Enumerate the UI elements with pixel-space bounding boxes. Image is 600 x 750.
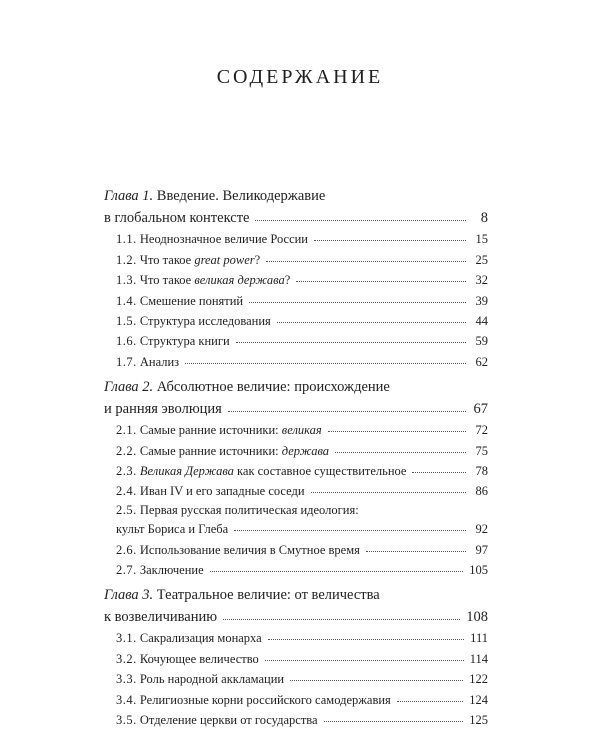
section-title: Сакрализация монарха (139, 631, 262, 646)
section-title: Самые ранние источники: (139, 443, 282, 458)
leader-dots (249, 301, 466, 303)
section-entry (116, 687, 488, 707)
page-number: 125 (469, 713, 488, 728)
chapter-2-sections (116, 418, 488, 578)
page-number: 67 (473, 400, 488, 417)
section-title: Роль народной аккламации (139, 672, 285, 687)
page-number: 25 (475, 252, 488, 267)
chapter-2 (104, 377, 488, 418)
chapter-3-sections (116, 626, 488, 728)
section-title: Что такое (139, 273, 195, 288)
section-number: 1.4. (116, 293, 137, 308)
section-entry (116, 499, 488, 537)
section-title-italic: Великая Держава (139, 463, 234, 478)
chapter-title: Абсолютное величие: происхождение (156, 378, 390, 395)
chapter-heading (104, 186, 488, 206)
page-title: СОДЕРЖАНИЕ (216, 66, 384, 88)
section-title: Анализ (139, 354, 180, 369)
leader-dots (234, 529, 466, 531)
section-title: Смешение понятий (139, 293, 244, 308)
page-number: 75 (475, 443, 488, 458)
section-title: Структура книги (139, 334, 230, 349)
section-entry (116, 349, 488, 369)
section-title: Что такое (139, 252, 195, 267)
section-entry (116, 708, 488, 728)
section-entry (116, 626, 488, 646)
section-title: Отделение церкви от государства (139, 713, 318, 728)
leader-dots (255, 219, 466, 221)
page-number: 32 (475, 273, 488, 288)
section-number: 2.7. (116, 563, 137, 578)
section-entry (116, 247, 488, 267)
section-number: 2.3. (116, 463, 137, 478)
page-number: 15 (475, 232, 488, 247)
page-number: 86 (475, 484, 488, 499)
leader-dots (236, 341, 466, 343)
chapter-1 (104, 186, 488, 227)
section-entry (116, 667, 488, 687)
section-title: Заключение (139, 563, 204, 578)
leader-dots (412, 471, 466, 473)
section-title-cont: культ Бориса и Глеба (116, 522, 229, 537)
chapter-title: Театральное величие: от величества (156, 587, 380, 604)
section-number: 1.2. (116, 252, 137, 267)
page-number: 44 (475, 313, 488, 328)
leader-dots (296, 280, 466, 282)
leader-dots (266, 260, 466, 262)
section-entry (116, 227, 488, 247)
leader-dots (311, 491, 466, 493)
chapter-heading (104, 377, 488, 397)
chapter-1-sections (116, 227, 488, 370)
chapter-label: Глава 3. (104, 587, 154, 604)
section-title: Иван IV и его западные соседи (139, 484, 305, 499)
leader-dots (324, 720, 464, 722)
section-entry (116, 537, 488, 557)
section-entry (116, 268, 488, 288)
section-entry (116, 479, 488, 499)
section-entry (116, 438, 488, 458)
leader-dots (228, 410, 466, 412)
page-number: 122 (469, 672, 488, 687)
leader-dots (335, 451, 466, 453)
leader-dots (397, 700, 463, 702)
section-title-italic: великая (281, 423, 322, 438)
page-number: 105 (469, 563, 488, 578)
section-number: 3.1. (116, 631, 137, 646)
section-title-italic: держава (281, 443, 330, 458)
page-number: 111 (470, 631, 488, 646)
page-number: 78 (475, 463, 488, 478)
page-number: 39 (475, 293, 488, 308)
page-number: 108 (466, 609, 488, 626)
section-number: 3.2. (116, 651, 137, 666)
chapter-label: Глава 2. (104, 378, 154, 395)
section-number: 3.3. (116, 672, 137, 687)
leader-dots (223, 618, 460, 620)
section-number: 1.7. (116, 354, 137, 369)
chapter-entry (104, 397, 488, 418)
leader-dots (277, 321, 466, 323)
page-number: 62 (475, 354, 488, 369)
chapter-entry (104, 206, 488, 227)
section-title-end: ? (284, 273, 291, 288)
section-number: 2.1. (116, 423, 137, 438)
chapter-3 (104, 585, 488, 626)
chapter-title-cont: в глобальном контексте (104, 210, 250, 226)
page-number: 124 (469, 692, 488, 707)
section-title-end: ? (254, 252, 261, 267)
section-entry (116, 329, 488, 349)
section-entry (116, 418, 488, 438)
leader-dots (265, 659, 464, 661)
leader-dots (366, 550, 466, 552)
section-title-italic: великая держава (194, 273, 285, 288)
section-entry (116, 646, 488, 666)
section-title: Самые ранние источники: (139, 423, 282, 438)
page-number: 72 (475, 423, 488, 438)
page-number: 97 (475, 542, 488, 557)
chapter-title-cont: к возвеличиванию (104, 609, 218, 626)
section-title-italic: great power (194, 252, 255, 267)
section-number: 3.5. (116, 713, 137, 728)
page-number: 92 (475, 522, 488, 537)
leader-dots (268, 638, 464, 640)
section-entry (116, 459, 488, 479)
section-entry (116, 558, 488, 578)
leader-dots (328, 430, 466, 432)
table-of-contents (104, 186, 488, 735)
page-number: 114 (469, 651, 488, 666)
section-number: 2.6. (116, 542, 137, 557)
chapter-label: Глава 1. (104, 188, 154, 204)
chapter-title-cont: и ранняя эволюция (104, 400, 222, 417)
section-number: 2.2. (116, 443, 137, 458)
leader-dots (185, 362, 466, 364)
page-number: 8 (480, 210, 488, 226)
section-number: 2.4. (116, 484, 137, 499)
chapter-entry (104, 605, 488, 626)
section-title: Использование величия в Смутное время (139, 542, 360, 557)
section-title-end: как составное существительное (233, 463, 407, 478)
section-number: 1.3. (116, 273, 137, 288)
leader-dots (314, 239, 466, 241)
section-title: Кочующее величество (139, 651, 259, 666)
chapter-title: Введение. Великодержавие (156, 188, 326, 204)
leader-dots (210, 570, 464, 572)
section-number: 3.4. (116, 692, 137, 707)
section-title: Неоднозначное величие России (139, 232, 308, 247)
section-entry (116, 288, 488, 308)
section-number: 1.6. (116, 334, 137, 349)
section-title: Структура исследования (139, 313, 271, 328)
leader-dots (290, 679, 463, 681)
section-number: 2.5. (116, 503, 137, 518)
section-title: Первая русская политическая идеология: (139, 503, 359, 518)
section-number: 1.1. (116, 232, 137, 247)
section-title: Религиозные корни российского самодержавия (139, 692, 391, 707)
section-number: 1.5. (116, 313, 137, 328)
page-number: 59 (475, 334, 488, 349)
chapter-heading (104, 585, 488, 605)
section-entry (116, 309, 488, 329)
